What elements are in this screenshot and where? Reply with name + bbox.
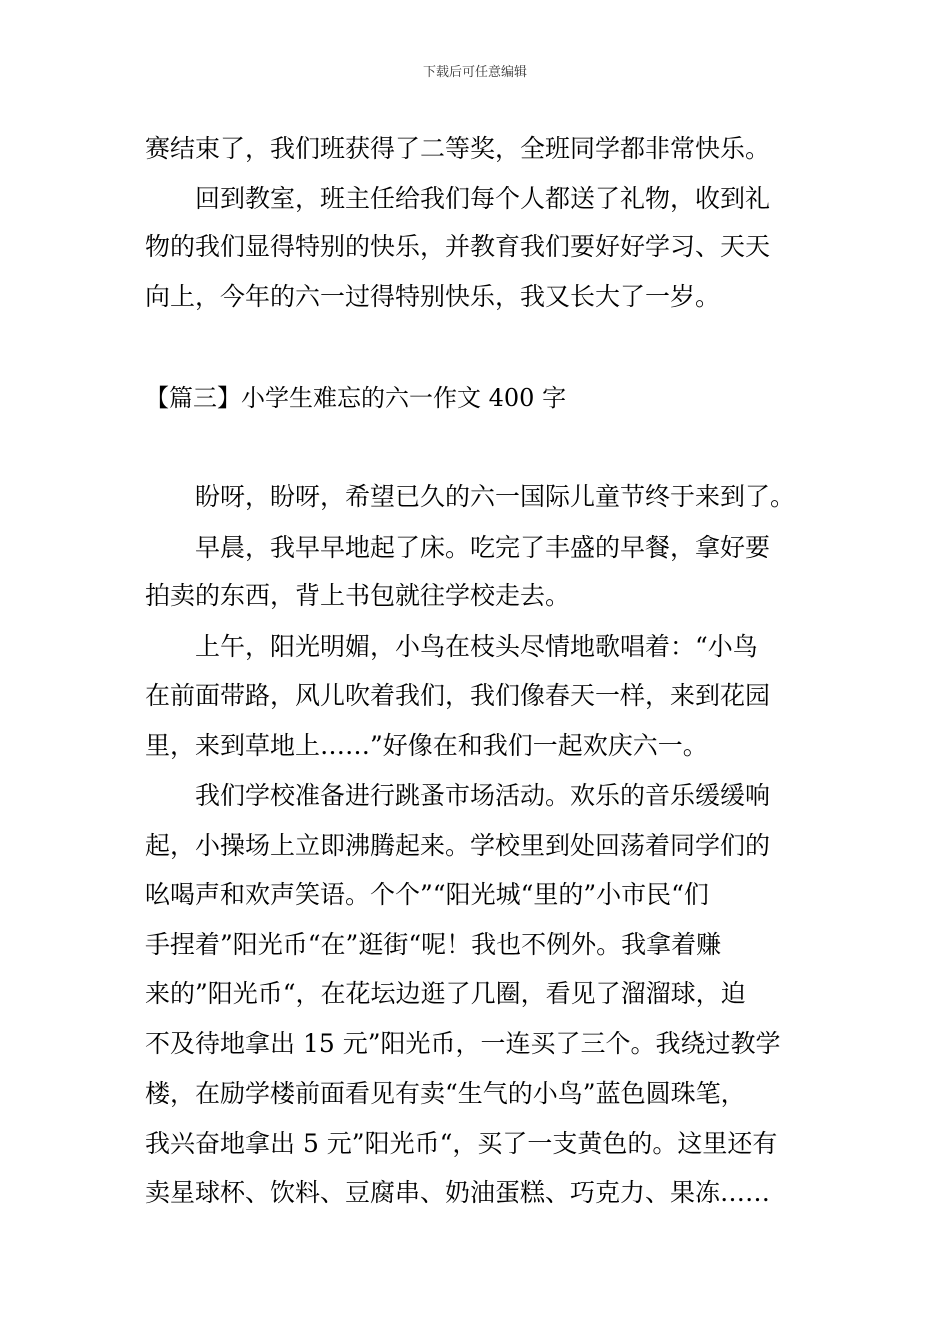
paragraph-line: 赛结束了，我们班获得了二等奖，全班同学都非常快乐。	[145, 134, 771, 163]
paragraph-line: 里，来到草地上……”好像在和我们一起欢庆六一。	[145, 731, 708, 760]
paragraph-line: 拍卖的东西，背上书包就往学校走去。	[145, 581, 571, 610]
paragraph-line: 向上，今年的六一过得特别快乐，我又长大了一岁。	[145, 282, 721, 311]
paragraph-line: 楼，在励学楼前面看见有卖“生气的小鸟”蓝色圆珠笔，	[145, 1079, 746, 1108]
paragraph-line: 物的我们显得特别的快乐，并教育我们要好好学习、天天	[145, 232, 771, 261]
paragraph-line: 来的”阳光币“，在花坛边逛了几圈，看见了溜溜球，迫	[145, 979, 746, 1008]
paragraph-line: 回到教室，班主任给我们每个人都送了礼物，收到礼	[195, 184, 771, 213]
paragraph-line: 吆喝声和欢声笑语。个个”“阳光城“里的”小市民“们	[145, 880, 709, 909]
page-header: 下载后可任意编辑	[422, 65, 527, 80]
paragraph-line: 上午，阳光明媚，小鸟在枝头尽情地歌唱着：“小鸟	[195, 632, 758, 661]
paragraph-line: 盼呀，盼呀，希望已久的六一国际儿童节终于来到了。	[195, 482, 796, 511]
paragraph-line: 我兴奋地拿出 5 元”阳光币“，买了一支黄色的。这里还有	[145, 1129, 778, 1158]
paragraph-line: 起，小操场上立即沸腾起来。学校里到处回荡着同学们的	[145, 831, 771, 860]
section-heading: 【篇三】小学生难忘的六一作文 400 字	[145, 384, 567, 412]
paragraph-line: 我们学校准备进行跳蚤市场活动。欢乐的音乐缓缓响	[195, 781, 771, 810]
paragraph-line: 手捏着”阳光币“在”逛街“呢！我也不例外。我拿着赚	[145, 930, 722, 959]
paragraph-line: 早晨，我早早地起了床。吃完了丰盛的早餐，拿好要	[195, 533, 771, 562]
paragraph-line: 在前面带路，风儿吹着我们，我们像春天一样，来到花园	[145, 681, 771, 710]
paragraph-line: 不及待地拿出 15 元”阳光币，一连买了三个。我绕过教学	[145, 1029, 781, 1058]
paragraph-line: 卖星球杯、饮料、豆腐串、奶油蛋糕、巧克力、果冻……	[145, 1178, 771, 1207]
